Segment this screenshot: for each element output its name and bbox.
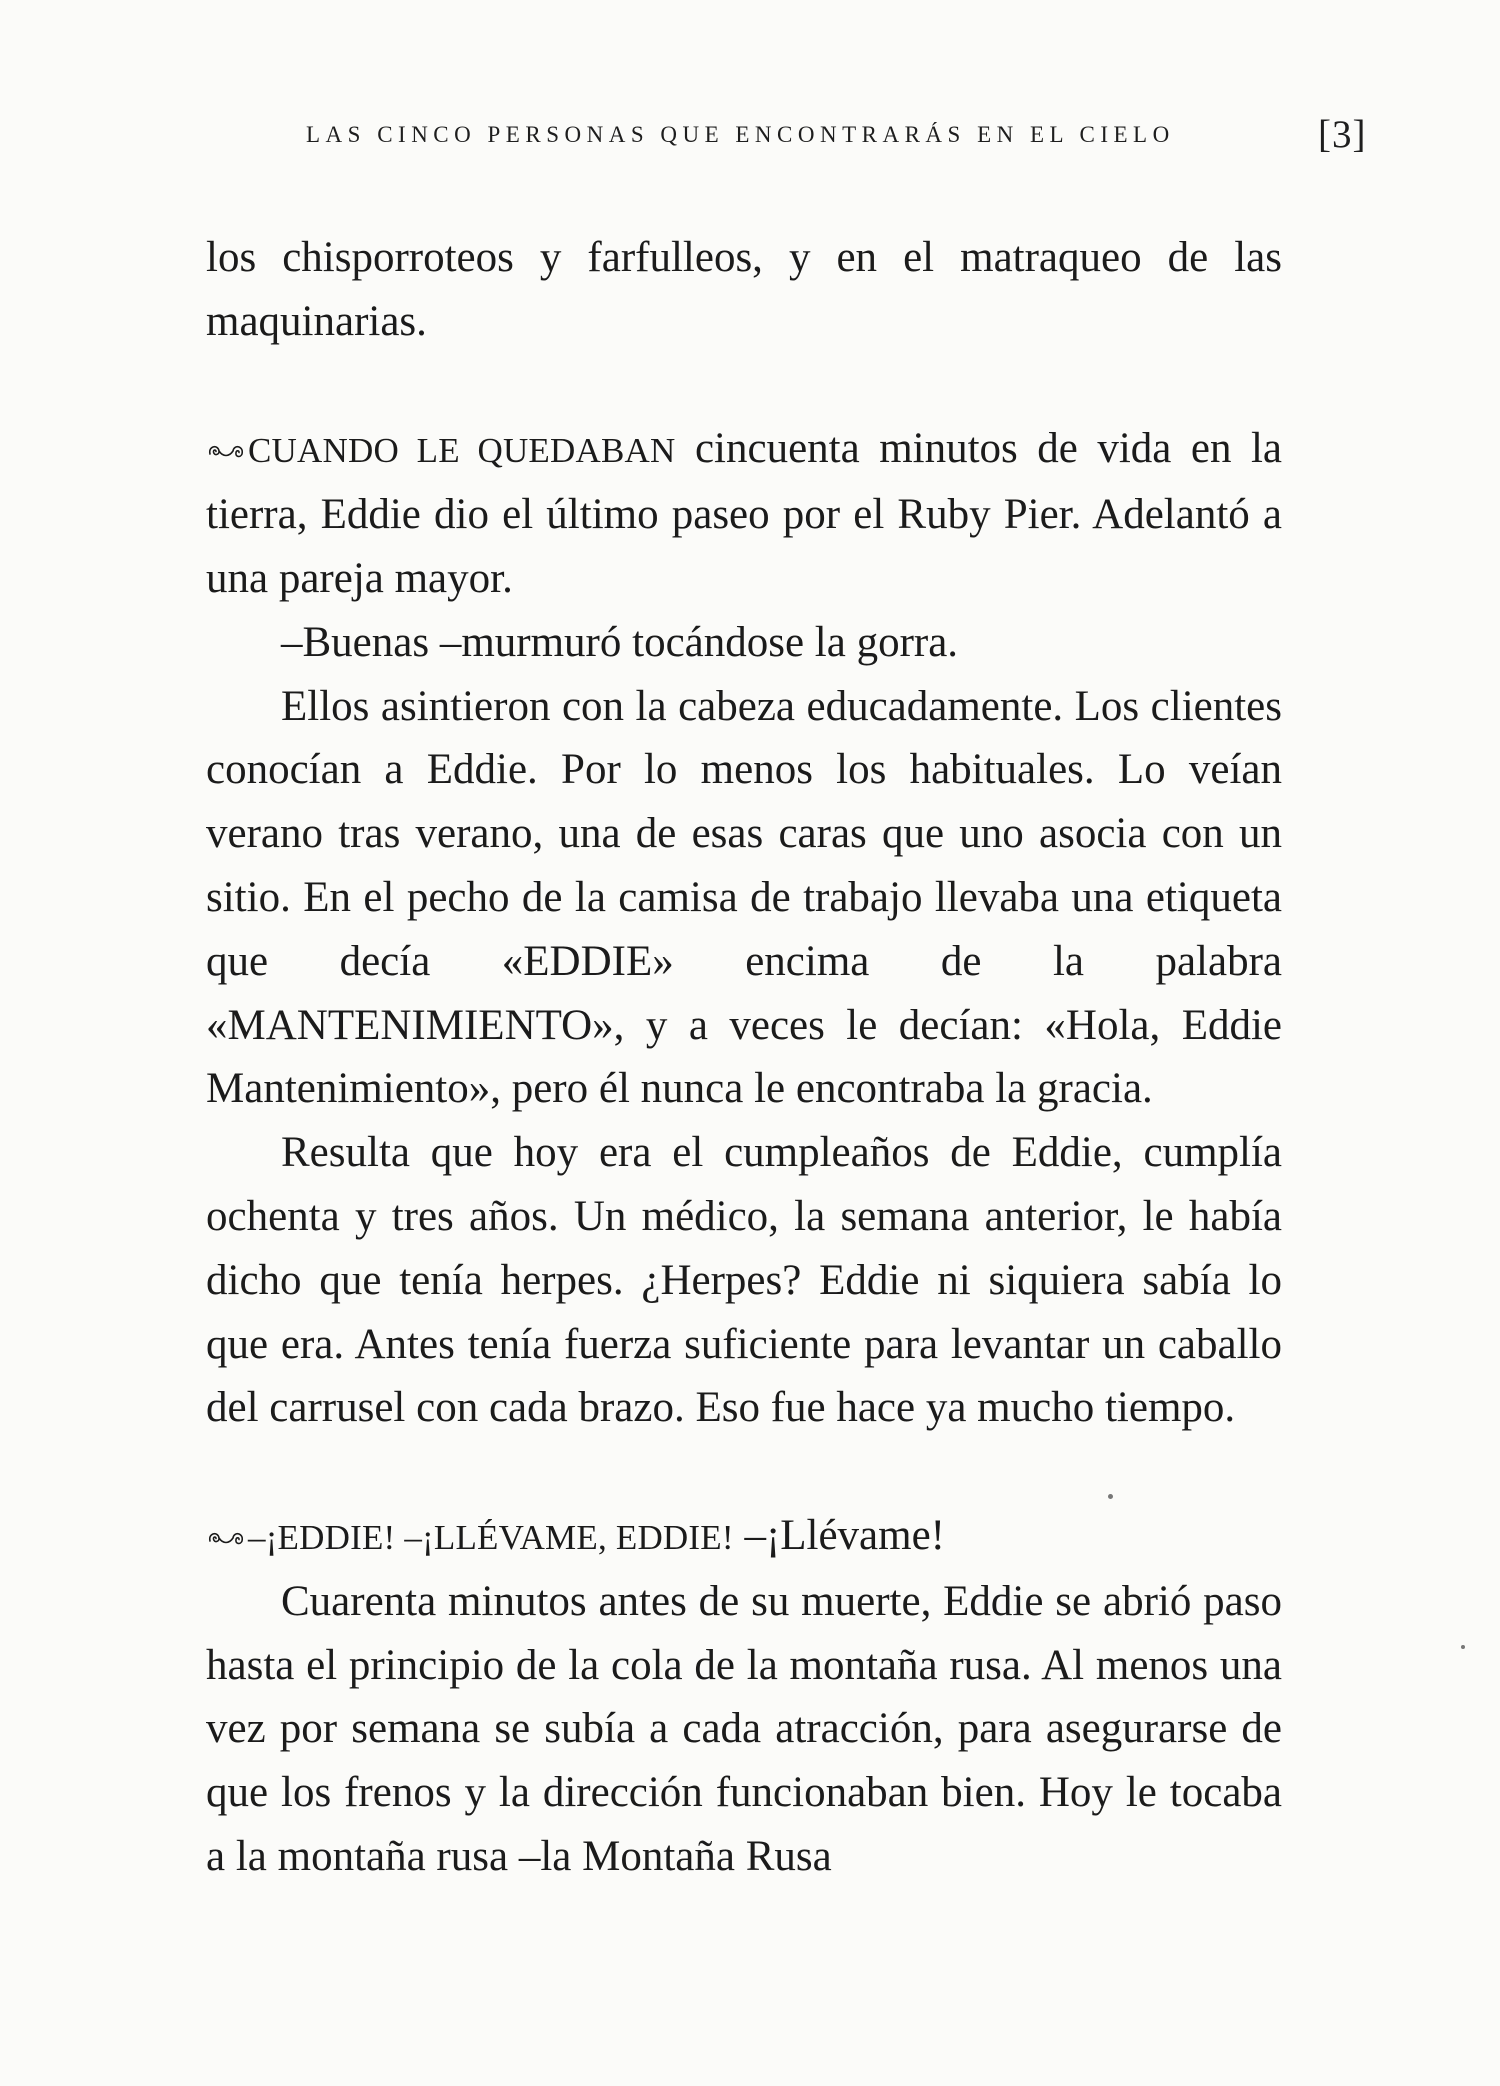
scroll-ornament-icon — [206, 1527, 246, 1549]
body-text — [206, 226, 1282, 1889]
section-opening-line — [206, 1504, 1282, 1570]
scroll-ornament-icon — [206, 440, 246, 462]
paragraph: Resulta que hoy era el cumpleaños de Eddie, cumplía ochenta y tres años. Un médico, la semana anterior, le había dicho que tenía herpes. ¿Herpes? Eddie ni siquiera sabía lo que era. Antes tenía fuerza suficiente para levantar un caballo del carrusel con cada brazo. Eso fue hace ya mucho tiempo. — [206, 1129, 1282, 1432]
section-break — [206, 354, 1282, 418]
section-break — [206, 1440, 1282, 1504]
section-lead-text: –¡Llévame! — [733, 1511, 945, 1559]
paragraph: Cuarenta minutos antes de su muerte, Eddie se abrió paso hasta el principio de la cola de la montaña rusa. Al menos una vez por semana se subía a cada atracción, para asegurarse de que los frenos y la dirección funcionaban bien. Hoy le tocaba a la montaña rusa –la Montaña Rusa — [206, 1577, 1282, 1880]
paragraph: Ellos asintieron con la cabeza educadamente. Los clientes conocían a Eddie. Por lo menos los habituales. Lo veían verano tras verano, una de esas caras que uno asocia con un sitio. En el pecho de la camisa de trabajo llevaba una etiqueta que decía «EDDIE» encima de la palabra «MANTENIMIENTO», y a veces le decían: «Hola, Eddie Mantenimiento», pero él nunca le encontraba la gracia. — [206, 682, 1282, 1113]
section-lead-caps: –¡EDDIE! –¡LLÉVAME, EDDIE! — [248, 1517, 734, 1557]
paragraph: –Buenas –murmuró tocándose la gorra. — [281, 618, 959, 666]
section-lead-caps: CUANDO LE QUEDABAN — [248, 431, 676, 471]
scan-speck — [1461, 1645, 1465, 1649]
running-header — [200, 113, 1380, 158]
scan-speck — [1108, 1494, 1113, 1499]
paragraph-continuation: los chisporroteos y farfulleos, y en el matraqueo de las maquinarias. — [206, 234, 1282, 345]
section-lead-text: cincuenta minutos de vida en la tierra, Eddie dio el último paseo por el Ruby Pier. Adelantó a una pareja mayor. — [206, 425, 1283, 602]
page-number: [3] — [1318, 113, 1367, 156]
running-title: LAS CINCO PERSONAS QUE ENCONTRARÁS EN EL CIELO — [306, 122, 1175, 147]
section-opening-paragraph — [206, 417, 1282, 610]
